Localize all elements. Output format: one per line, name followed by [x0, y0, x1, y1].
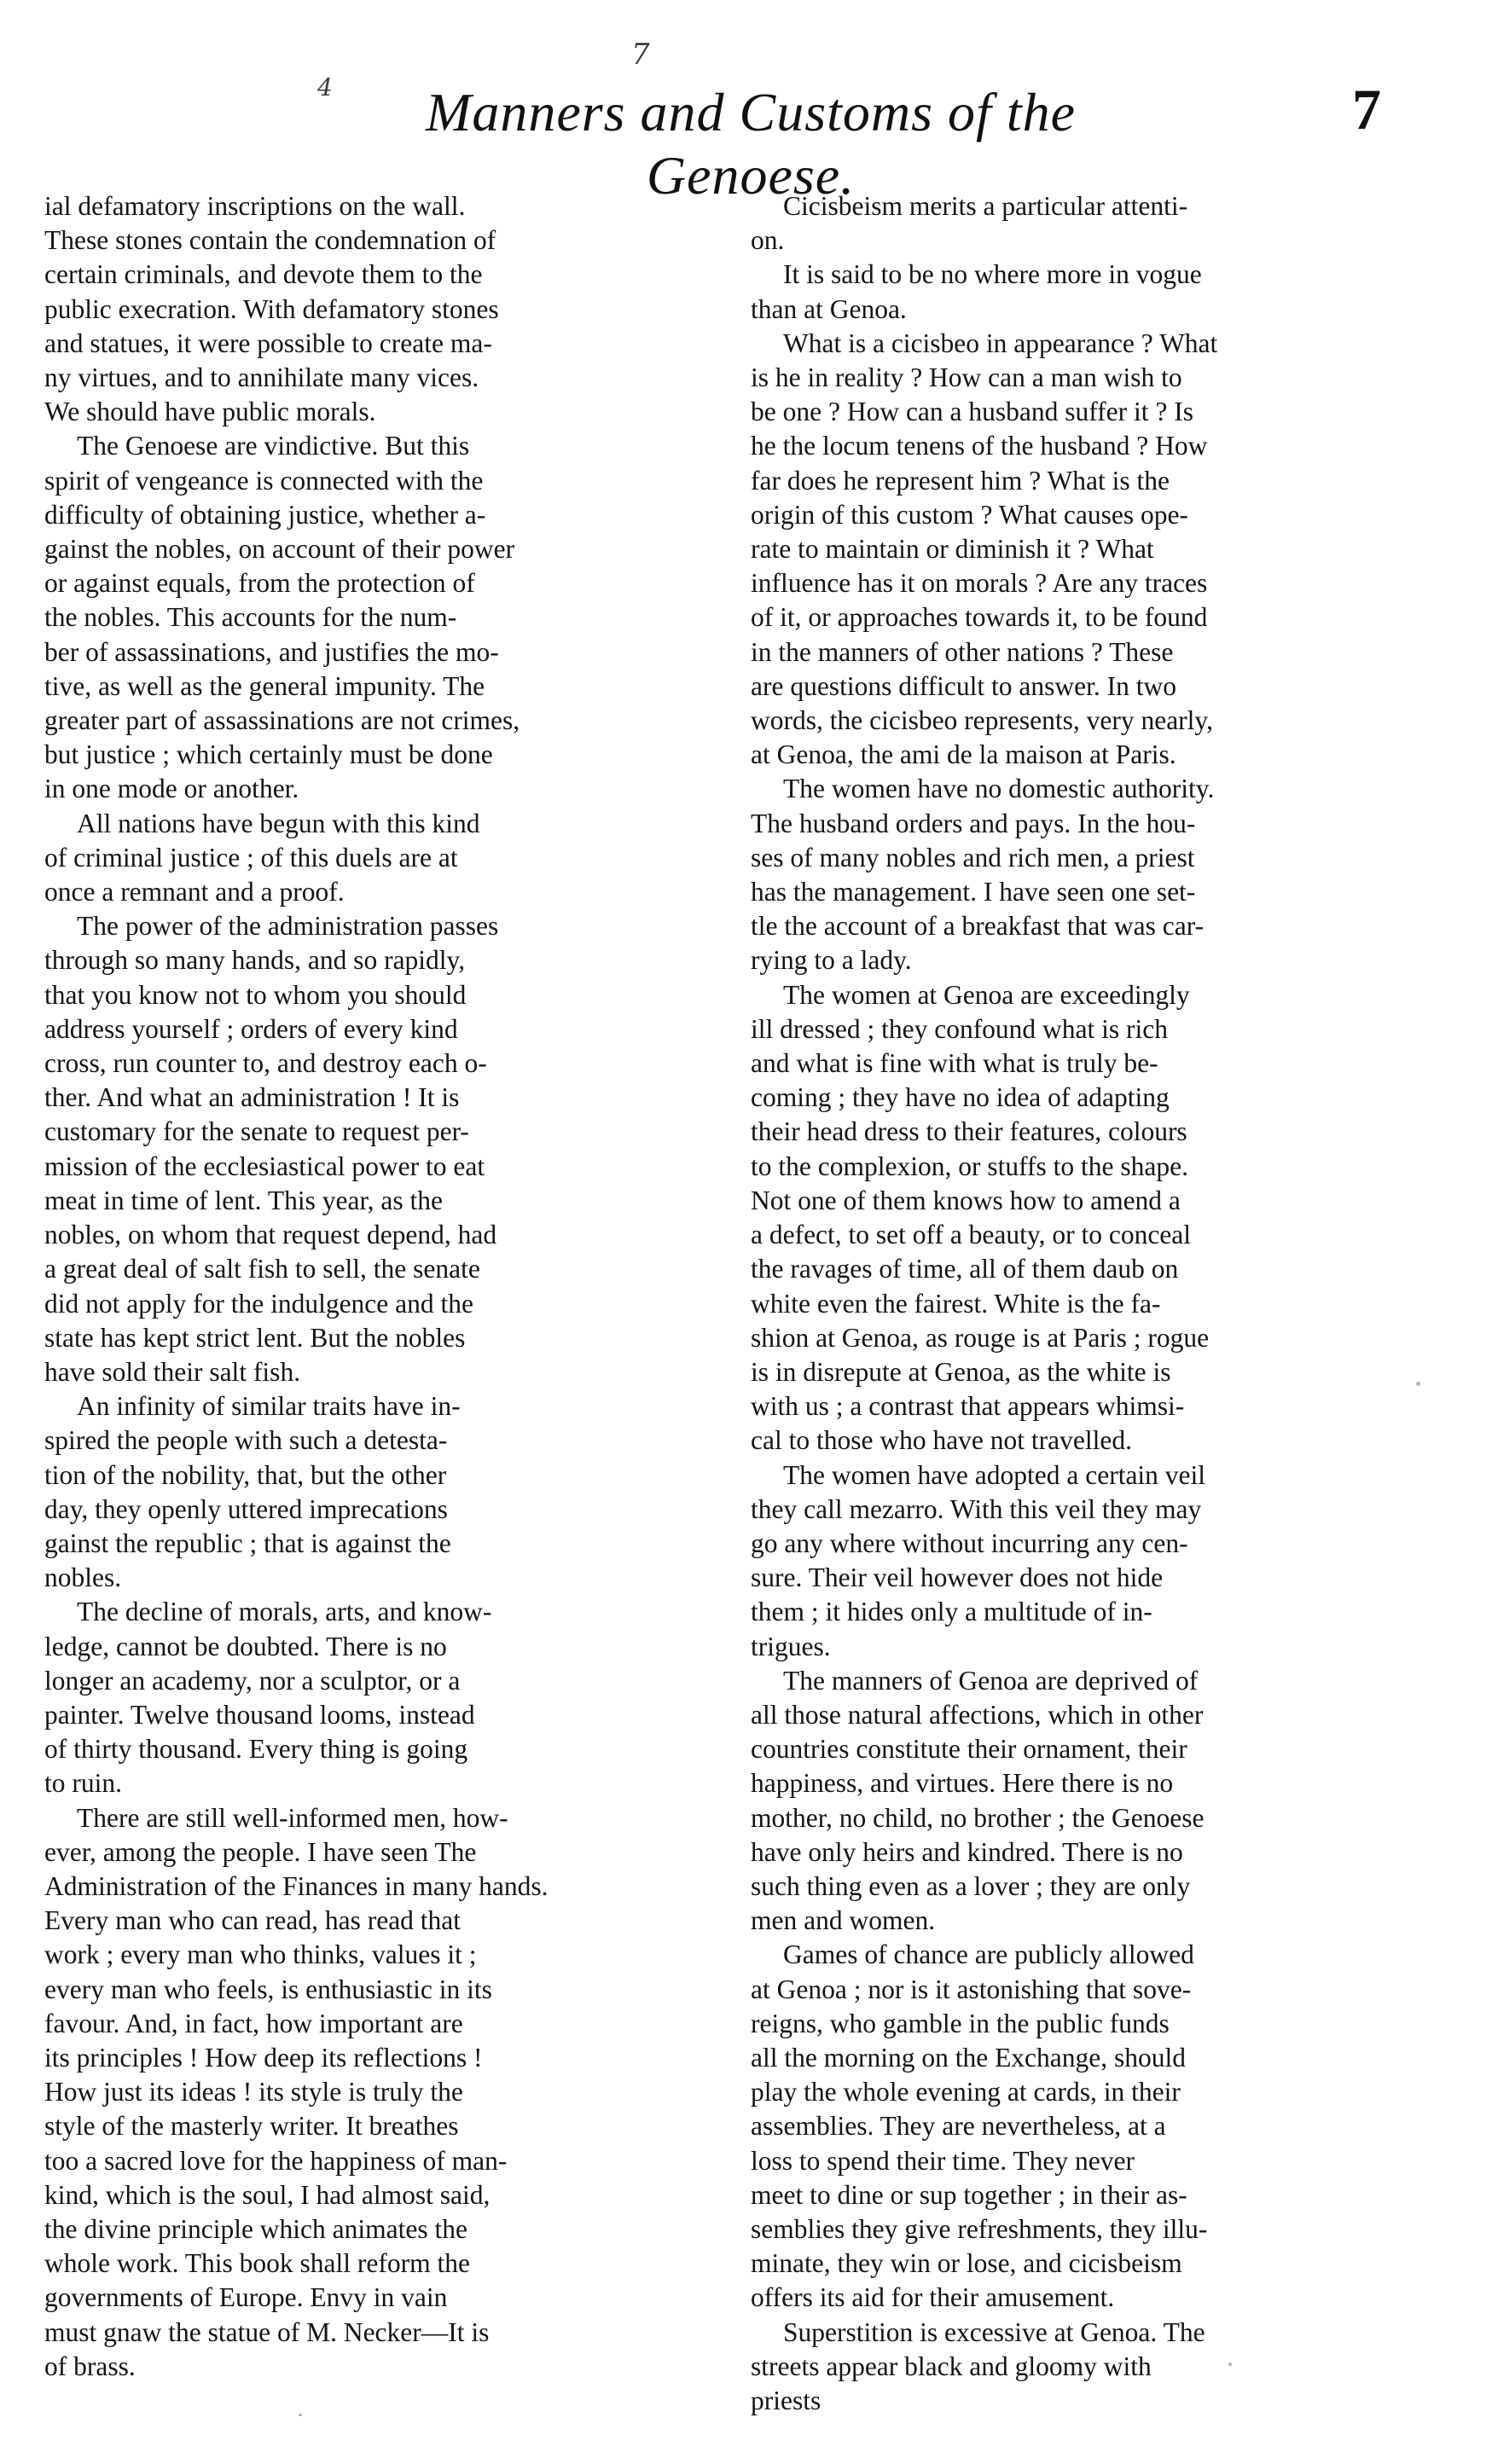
text-line: address yourself ; orders of every kind — [44, 1013, 458, 1044]
text-line: men and women. — [751, 1905, 936, 1936]
text-line: The manners of Genoa are deprived of — [783, 1665, 1199, 1696]
text-line: a defect, to set off a beauty, or to conceal — [751, 1220, 1192, 1250]
text-line: far does he represent him ? What is the — [751, 465, 1170, 496]
text-line: the divine principle which animates the — [44, 2213, 467, 2244]
text-line: ses of many nobles and rich men, a priest — [751, 842, 1195, 873]
text-line: difficulty of obtaining justice, whether a- — [44, 499, 486, 530]
text-line: An infinity of similar traits have in- — [77, 1391, 461, 1422]
text-line: origin of this custom ? What causes ope- — [751, 499, 1188, 530]
text-line: the nobles. This accounts for the num- — [44, 602, 457, 633]
text-line: meet to dine or sup together ; in their as- — [751, 2179, 1187, 2210]
text-line: day, they openly uttered imprecations — [44, 1493, 448, 1524]
text-line: to ruin. — [44, 1768, 122, 1799]
text-line: The women have adopted a certain veil — [783, 1459, 1206, 1490]
paragraph — [751, 772, 1459, 977]
text-line: have sold their salt fish. — [44, 1356, 301, 1387]
text-line: white even the fairest. White is the fa- — [751, 1288, 1161, 1319]
text-line: in one mode or another. — [44, 774, 299, 804]
text-line: streets appear black and gloomy with — [751, 2351, 1152, 2381]
text-line: with us ; a contrast that appears whimsi- — [751, 1391, 1185, 1422]
text-line: go any where without incurring any cen- — [751, 1528, 1188, 1558]
text-line: There are still well-informed men, how- — [77, 1802, 508, 1833]
text-line: through so many hands, and so rapidly, — [44, 945, 466, 976]
text-line: shion at Genoa, as rouge is at Paris ; rogue — [751, 1322, 1210, 1353]
top-mark: 7 — [631, 38, 650, 72]
text-line: at Genoa ; nor is it astonishing that sove- — [751, 1974, 1192, 2004]
paragraph — [44, 1389, 744, 1595]
text-line: greater part of assassinations are not crimes, — [44, 705, 520, 736]
text-line: tive, as well as the general impunity. The — [44, 670, 485, 701]
text-line: must gnaw the statue of M. Necker—It is — [44, 2316, 490, 2347]
text-line: We should have public morals. — [44, 397, 376, 427]
text-line: Games of chance are publicly allowed — [783, 1939, 1194, 1970]
text-line: governments of Europe. Envy in vain — [44, 2282, 448, 2313]
text-line: is he in reality ? How can a man wish to — [751, 362, 1182, 393]
text-line: Every man who can read, has read that — [44, 1905, 462, 1936]
text-line: play the whole evening at cards, in their — [751, 2077, 1181, 2107]
text-line: all those natural affections, which in other — [751, 1699, 1204, 1730]
text-line: What is a cicisbeo in appearance ? What — [783, 328, 1218, 358]
text-line: work ; every man who thinks, values it ; — [44, 1939, 477, 1970]
text-line: of thirty thousand. Every thing is going — [44, 1734, 468, 1765]
paragraph — [751, 327, 1459, 773]
text-line: them ; it hides only a multitude of in- — [751, 1597, 1152, 1627]
text-line: style of the masterly writer. It breathes — [44, 2111, 459, 2142]
text-line: all the morning on the Exchange, should — [751, 2042, 1187, 2073]
text-line: is in disrepute at Genoa, as the white is — [751, 1356, 1171, 1387]
text-line: be one ? How can a husband suffer it ? Is — [751, 397, 1193, 427]
text-line: or against equals, from the protection of — [44, 568, 475, 599]
page-number: 7 — [1352, 77, 1381, 142]
text-line: spired the people with such a detesta- — [44, 1425, 448, 1456]
text-line: ledge, cannot be doubted. There is no — [44, 1631, 447, 1661]
text-line: in the manners of other nations ? These — [751, 636, 1174, 667]
text-line: kind, which is the soul, I had almost said, — [44, 2179, 491, 2210]
text-line: certain criminals, and devote them to the — [44, 259, 483, 290]
text-line: he the locum tenens of the husband ? How — [751, 431, 1208, 461]
text-line: spirit of vengeance is connected with the — [44, 465, 484, 496]
paragraph — [44, 1801, 744, 2384]
text-line: the ravages of time, all of them daub on — [751, 1254, 1179, 1284]
text-line: but justice ; which certainly must be done — [44, 739, 493, 770]
text-line: It is said to be no where more in vogue — [783, 259, 1202, 290]
text-line: and statues, it were possible to create ma- — [44, 328, 492, 358]
text-line: cal to those who have not travelled. — [751, 1425, 1132, 1456]
text-line: of it, or approaches towards it, to be found — [751, 602, 1208, 633]
text-line: of criminal justice ; of this duels are at — [44, 842, 458, 873]
text-line: at Genoa, the ami de la maison at Paris. — [751, 739, 1176, 770]
paragraph — [44, 909, 744, 1389]
text-line: semblies they give refreshments, they illu- — [751, 2213, 1208, 2244]
text-line: offers its aid for their amusement. — [751, 2282, 1115, 2313]
right-column — [751, 189, 1459, 2418]
text-line: and what is fine with what is truly be- — [751, 1048, 1158, 1079]
text-line: happiness, and virtues. Here there is no — [751, 1768, 1174, 1799]
text-line: longer an academy, nor a sculptor, or a — [44, 1665, 461, 1696]
text-line: they call mezarro. With this veil they may — [751, 1493, 1202, 1524]
text-line: of brass. — [44, 2351, 136, 2381]
text-line: than at Genoa. — [751, 293, 907, 324]
text-line: gainst the republic ; that is against the — [44, 1528, 451, 1558]
text-line: reigns, who gamble in the public funds — [751, 2008, 1170, 2038]
text-line: minate, they win or lose, and cicisbeism — [751, 2248, 1182, 2279]
text-line: tion of the nobility, that, but the other — [44, 1459, 447, 1490]
text-line: ber of assassinations, and justifies the mo- — [44, 636, 499, 667]
text-line: customary for the senate to request per- — [44, 1116, 469, 1147]
text-line: that you know not to whom you should — [44, 979, 467, 1010]
paragraph — [751, 1664, 1459, 1939]
text-line: every man who feels, is enthusiastic in its — [44, 1974, 492, 2004]
paragraph — [751, 1458, 1459, 1664]
paragraph — [751, 2316, 1459, 2419]
text-line: loss to spend their time. They never — [751, 2145, 1135, 2176]
paragraph — [44, 429, 744, 806]
text-line: gainst the nobles, on account of their power — [44, 534, 515, 565]
paragraph — [751, 258, 1459, 326]
text-line: rying to a lady. — [751, 945, 912, 976]
text-line: are questions difficult to answer. In two — [751, 670, 1176, 701]
text-line: words, the cicisbeo represents, very nearly, — [751, 705, 1214, 736]
left-column — [44, 189, 744, 2384]
running-title: Manners and Customs of the Genoese. — [426, 82, 1076, 206]
text-line: The power of the administration passes — [77, 911, 499, 942]
text-line: The Genoese are vindictive. But this — [77, 431, 470, 461]
paragraph — [751, 978, 1459, 1458]
text-line: These stones contain the condemnation of — [44, 225, 496, 256]
text-line: rate to maintain or diminish it ? What — [751, 534, 1154, 565]
text-line: painter. Twelve thousand looms, instead — [44, 1699, 475, 1730]
corner-mark: 4 — [317, 73, 333, 101]
text-line: The husband orders and pays. In the hou- — [751, 808, 1196, 838]
text-line: tle the account of a breakfast that was car- — [751, 911, 1205, 942]
text-line: ill dressed ; they confound what is rich — [751, 1013, 1169, 1044]
text-line: state has kept strict lent. But the nobles — [44, 1322, 466, 1353]
text-line: priests — [751, 2386, 821, 2415]
paragraph — [44, 807, 744, 910]
text-line: Administration of the Finances in many hands. — [44, 1870, 549, 1901]
text-line: coming ; they have no idea of adapting — [751, 1082, 1170, 1113]
text-line: All nations have begun with this kind — [77, 808, 480, 838]
text-line: to the complexion, or stuffs to the shape. — [751, 1151, 1188, 1181]
text-line: ny virtues, and to annihilate many vices. — [44, 362, 479, 393]
text-line: on. — [751, 225, 785, 256]
text-line: did not apply for the indulgence and the — [44, 1288, 473, 1319]
text-line: nobles, on whom that request depend, had — [44, 1220, 497, 1250]
text-line: once a remnant and a proof. — [44, 877, 345, 907]
text-line: The decline of morals, arts, and know- — [77, 1597, 492, 1627]
text-line: their head dress to their features, colours — [751, 1116, 1187, 1147]
text-line: trigues. — [751, 1631, 831, 1661]
text-line: ever, among the people. I have seen The — [44, 1836, 477, 1867]
scan-speck — [1416, 1382, 1420, 1386]
text-line: cross, run counter to, and destroy each o- — [44, 1048, 487, 1079]
scan-speck — [1228, 2363, 1232, 2366]
paragraph — [751, 1938, 1459, 2315]
paragraph — [44, 189, 744, 429]
text-line: Not one of them knows how to amend a — [751, 1185, 1181, 1215]
text-line: ther. And what an administration ! It is — [44, 1082, 460, 1113]
text-line: such thing even as a lover ; they are only — [751, 1870, 1191, 1901]
text-line: whole work. This book shall reform the — [44, 2248, 470, 2279]
text-line: countries constitute their ornament, their — [751, 1734, 1187, 1765]
text-line: The women at Genoa are exceedingly — [783, 979, 1190, 1010]
text-line: How just its ideas ! its style is truly the — [44, 2077, 463, 2107]
text-line: assemblies. They are nevertheless, at a — [751, 2111, 1166, 2142]
paragraph — [44, 1595, 744, 1800]
text-line: public execration. With defamatory stones — [44, 293, 499, 324]
text-line: have only heirs and kindred. There is no — [751, 1836, 1183, 1867]
text-line: nobles. — [44, 1562, 122, 1593]
text-line: The women have no domestic authority. — [783, 774, 1215, 804]
text-line: Cicisbeism merits a particular attenti- — [783, 191, 1188, 221]
text-line: sure. Their veil however does not hide — [751, 1562, 1164, 1593]
paragraph — [751, 189, 1459, 258]
text-line: its principles ! How deep its reflections ! — [44, 2042, 483, 2073]
text-line: has the management. I have seen one set- — [751, 877, 1196, 907]
text-line: mission of the ecclesiastical power to eat — [44, 1151, 485, 1181]
text-line: ial defamatory inscriptions on the wall. — [44, 191, 466, 221]
text-line: Superstition is excessive at Genoa. The — [783, 2316, 1205, 2347]
text-line: favour. And, in fact, how important are — [44, 2008, 463, 2038]
text-line: influence has it on morals ? Are any traces — [751, 568, 1208, 599]
text-line: too a sacred love for the happiness of man- — [44, 2145, 508, 2176]
text-line: mother, no child, no brother ; the Genoese — [751, 1802, 1205, 1833]
text-line: meat in time of lent. This year, as the — [44, 1185, 444, 1215]
text-line: a great deal of salt fish to sell, the senate — [44, 1254, 480, 1284]
scan-speck — [299, 2414, 302, 2416]
